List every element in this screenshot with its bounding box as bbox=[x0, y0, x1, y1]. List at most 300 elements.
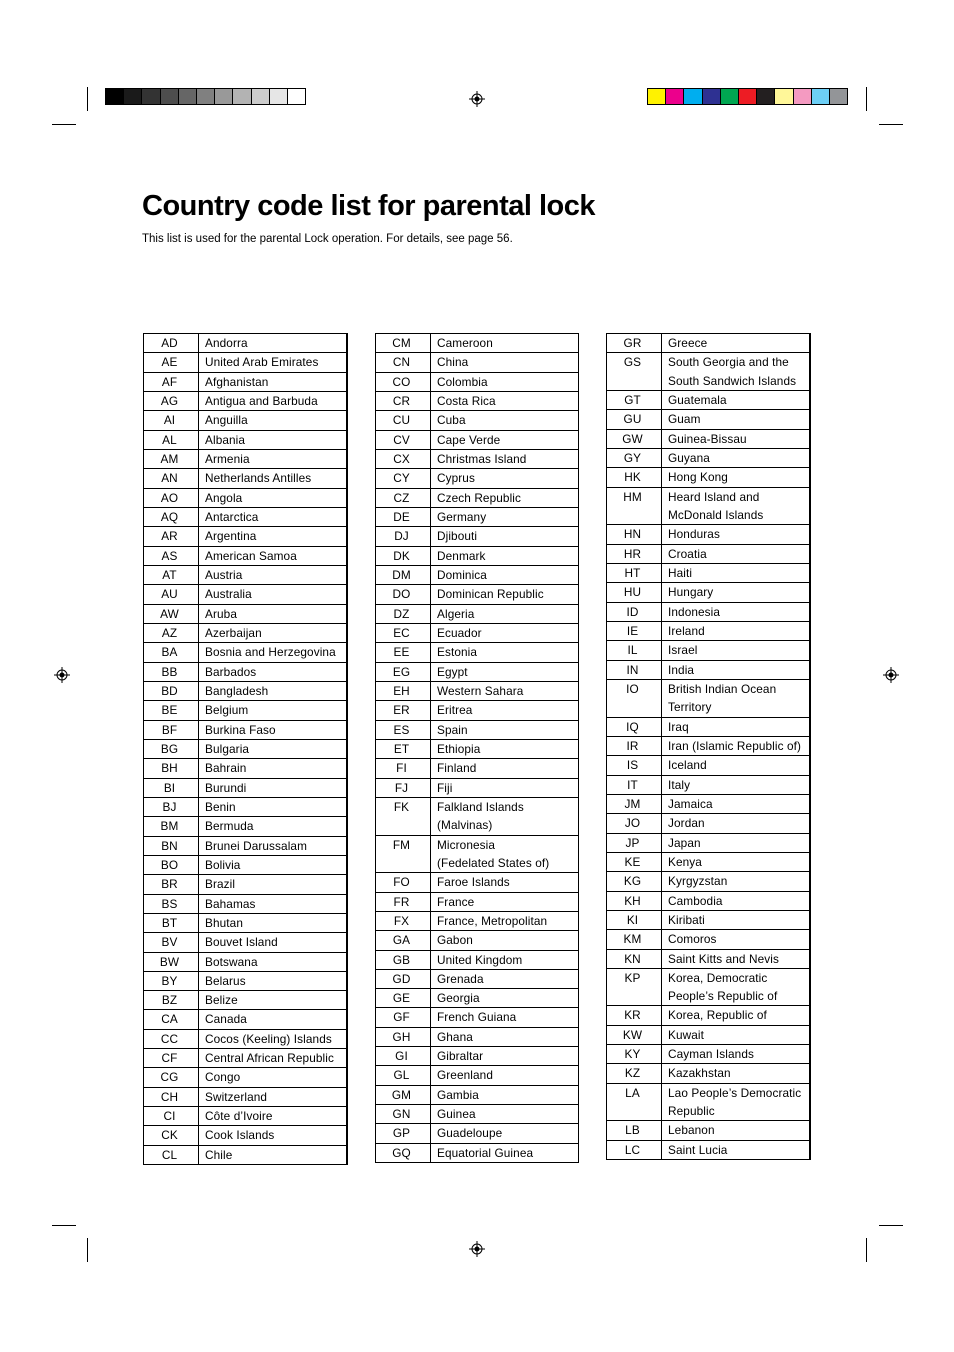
country-code: BO bbox=[144, 855, 199, 874]
table-row bbox=[607, 756, 811, 775]
table-row bbox=[376, 662, 579, 681]
country-name bbox=[199, 372, 348, 391]
country-name-line: Korea, Democratic bbox=[668, 970, 768, 985]
country-name-line: Austria bbox=[205, 567, 243, 582]
country-code: DK bbox=[376, 546, 431, 565]
country-code: BW bbox=[144, 952, 199, 971]
table-row bbox=[144, 372, 348, 391]
country-name bbox=[431, 950, 579, 969]
country-name-line: Belize bbox=[205, 993, 238, 1008]
country-code: KG bbox=[607, 872, 662, 891]
country-name bbox=[199, 1126, 348, 1145]
country-code: GN bbox=[376, 1105, 431, 1124]
country-name bbox=[431, 1047, 579, 1066]
country-code: IE bbox=[607, 621, 662, 640]
country-name-line: McDonald Islands bbox=[668, 507, 764, 522]
country-name bbox=[662, 390, 811, 409]
country-name bbox=[431, 681, 579, 700]
table-row bbox=[376, 701, 579, 720]
country-code: HM bbox=[607, 487, 662, 525]
country-name-line: Antigua and Barbuda bbox=[205, 393, 318, 408]
country-name bbox=[199, 662, 348, 681]
country-name-line: Faroe Islands bbox=[437, 875, 510, 890]
table-row bbox=[144, 662, 348, 681]
country-code: BT bbox=[144, 913, 199, 932]
country-code: GB bbox=[376, 950, 431, 969]
country-name bbox=[431, 565, 579, 584]
table-row bbox=[144, 720, 348, 739]
country-name-line: Anguilla bbox=[205, 413, 248, 428]
table-row bbox=[144, 391, 348, 410]
country-name-line: Benin bbox=[205, 799, 236, 814]
country-name bbox=[199, 681, 348, 700]
color-swatch bbox=[793, 88, 811, 105]
country-name bbox=[662, 583, 811, 602]
country-name bbox=[662, 410, 811, 429]
country-name bbox=[199, 565, 348, 584]
country-name bbox=[431, 969, 579, 988]
table-row bbox=[376, 546, 579, 565]
country-name-line: Gambia bbox=[437, 1087, 479, 1102]
country-name bbox=[431, 739, 579, 758]
table-row bbox=[376, 1027, 579, 1046]
country-code: KP bbox=[607, 968, 662, 1006]
country-code: AZ bbox=[144, 623, 199, 642]
table-row bbox=[144, 1126, 348, 1145]
country-name-line: Andorra bbox=[205, 336, 248, 350]
country-name-line: Eritrea bbox=[437, 703, 473, 718]
country-code: BI bbox=[144, 778, 199, 797]
table-row bbox=[144, 933, 348, 952]
country-name-line: Afghanistan bbox=[205, 374, 269, 389]
country-name bbox=[431, 430, 579, 449]
table-row bbox=[376, 488, 579, 507]
country-name bbox=[431, 720, 579, 739]
country-name bbox=[431, 391, 579, 410]
country-code: CV bbox=[376, 430, 431, 449]
country-code: BY bbox=[144, 971, 199, 990]
country-name-line: Jamaica bbox=[668, 796, 713, 811]
country-name bbox=[662, 544, 811, 563]
page-title: Country code list for parental lock bbox=[142, 190, 596, 222]
country-name bbox=[431, 643, 579, 662]
country-name-line: Guadeloupe bbox=[437, 1126, 503, 1141]
country-code: AO bbox=[144, 488, 199, 507]
country-name-line: French Guiana bbox=[437, 1010, 517, 1025]
country-code: BH bbox=[144, 759, 199, 778]
color-swatch bbox=[829, 88, 848, 105]
country-code: KI bbox=[607, 910, 662, 929]
table-row bbox=[144, 836, 348, 855]
country-name bbox=[199, 1010, 348, 1029]
country-name bbox=[431, 469, 579, 488]
country-code: CR bbox=[376, 391, 431, 410]
table-row bbox=[607, 814, 811, 833]
country-name-line: Falkland Islands bbox=[437, 799, 524, 814]
country-code: ET bbox=[376, 739, 431, 758]
table-row bbox=[144, 797, 348, 816]
country-name-line: Dominican Republic bbox=[437, 587, 544, 602]
country-name bbox=[199, 585, 348, 604]
table-row bbox=[376, 527, 579, 546]
country-code: AS bbox=[144, 546, 199, 565]
country-code: KM bbox=[607, 930, 662, 949]
country-code: AW bbox=[144, 604, 199, 623]
country-name bbox=[199, 875, 348, 894]
country-name bbox=[431, 507, 579, 526]
country-name-line: Antarctica bbox=[205, 509, 259, 524]
country-name-line: Dominica bbox=[437, 567, 487, 582]
color-swatch bbox=[196, 88, 214, 105]
country-name-line: Australia bbox=[205, 587, 252, 602]
country-code: HR bbox=[607, 544, 662, 563]
country-code: BM bbox=[144, 817, 199, 836]
country-name-line: Ethiopia bbox=[437, 741, 481, 756]
table-row bbox=[607, 910, 811, 929]
country-name bbox=[199, 817, 348, 836]
country-code: AI bbox=[144, 411, 199, 430]
country-name-line: Western Sahara bbox=[437, 683, 524, 698]
table-row bbox=[376, 469, 579, 488]
country-name-line: Bouvet Island bbox=[205, 935, 278, 950]
country-name bbox=[199, 449, 348, 468]
country-name-line: Kiribati bbox=[668, 912, 705, 927]
country-name bbox=[199, 855, 348, 874]
country-name bbox=[662, 563, 811, 582]
country-name-line: British Indian Ocean bbox=[668, 681, 777, 696]
country-name-line: Greenland bbox=[437, 1068, 493, 1083]
country-code: AD bbox=[144, 334, 199, 353]
country-name-line: South Georgia and the bbox=[668, 355, 789, 370]
table-row bbox=[144, 353, 348, 372]
country-name-line: Aruba bbox=[205, 606, 237, 621]
country-code: EE bbox=[376, 643, 431, 662]
table-row bbox=[376, 681, 579, 700]
table-row bbox=[607, 1045, 811, 1064]
country-name bbox=[662, 641, 811, 660]
country-name-line: Central African Republic bbox=[205, 1051, 334, 1066]
country-name bbox=[662, 1064, 811, 1083]
table-row bbox=[607, 390, 811, 409]
country-name bbox=[199, 797, 348, 816]
table-row bbox=[376, 759, 579, 778]
country-code: DE bbox=[376, 507, 431, 526]
color-swatch bbox=[683, 88, 701, 105]
country-name-line: Botswana bbox=[205, 954, 258, 969]
country-name bbox=[431, 1066, 579, 1085]
country-name-line: Comoros bbox=[668, 932, 717, 947]
country-code: AE bbox=[144, 353, 199, 372]
table-row bbox=[607, 852, 811, 871]
country-name-line: Bangladesh bbox=[205, 683, 269, 698]
country-name-line: Guam bbox=[668, 412, 701, 427]
country-code: CY bbox=[376, 469, 431, 488]
country-name bbox=[662, 949, 811, 968]
color-swatch bbox=[720, 88, 738, 105]
country-code: BA bbox=[144, 643, 199, 662]
country-name bbox=[431, 411, 579, 430]
country-name bbox=[431, 797, 579, 835]
country-code: ID bbox=[607, 602, 662, 621]
table-row bbox=[607, 1064, 811, 1083]
country-name bbox=[199, 836, 348, 855]
country-name-line: India bbox=[668, 662, 695, 677]
country-name bbox=[199, 430, 348, 449]
country-name-line: Guyana bbox=[668, 450, 710, 465]
color-swatch bbox=[665, 88, 683, 105]
table-row bbox=[607, 334, 811, 353]
country-code: AQ bbox=[144, 507, 199, 526]
table-row bbox=[376, 585, 579, 604]
table-row bbox=[376, 797, 579, 835]
table-row bbox=[376, 1143, 579, 1162]
country-code: BN bbox=[144, 836, 199, 855]
table-row bbox=[144, 449, 348, 468]
country-name-line: Cambodia bbox=[668, 893, 723, 908]
country-code: FM bbox=[376, 835, 431, 873]
country-name-line: (Malvinas) bbox=[437, 818, 493, 833]
country-name-line: Gabon bbox=[437, 933, 473, 948]
country-name-line: United Arab Emirates bbox=[205, 355, 319, 370]
country-code: BR bbox=[144, 875, 199, 894]
country-name-line: United Kingdom bbox=[437, 952, 523, 967]
table-row bbox=[376, 334, 579, 353]
country-name-line: Ecuador bbox=[437, 625, 482, 640]
country-name-line: Finland bbox=[437, 761, 477, 776]
country-code: GR bbox=[607, 334, 662, 353]
table-row bbox=[144, 604, 348, 623]
country-name-line: Honduras bbox=[668, 527, 720, 542]
table-row bbox=[376, 604, 579, 623]
country-name-line: Saint Lucia bbox=[668, 1142, 728, 1157]
country-code: AF bbox=[144, 372, 199, 391]
country-code: GD bbox=[376, 969, 431, 988]
country-name bbox=[431, 892, 579, 911]
country-code-table-1 bbox=[143, 333, 348, 1165]
table-row bbox=[144, 546, 348, 565]
country-name bbox=[431, 1105, 579, 1124]
country-code: IO bbox=[607, 679, 662, 717]
country-name bbox=[662, 429, 811, 448]
country-code: GI bbox=[376, 1047, 431, 1066]
country-code: KR bbox=[607, 1006, 662, 1025]
country-code: FX bbox=[376, 911, 431, 930]
country-name-line: Bosnia and Herzegovina bbox=[205, 645, 336, 660]
country-name-line: Georgia bbox=[437, 991, 480, 1006]
table-row bbox=[144, 681, 348, 700]
country-name bbox=[662, 794, 811, 813]
country-code: CH bbox=[144, 1087, 199, 1106]
table-row bbox=[376, 430, 579, 449]
table-row bbox=[607, 1025, 811, 1044]
country-name-line: South Sandwich Islands bbox=[668, 373, 797, 388]
country-name bbox=[431, 1027, 579, 1046]
country-code: HT bbox=[607, 563, 662, 582]
country-name bbox=[431, 989, 579, 1008]
table-row bbox=[144, 469, 348, 488]
country-name bbox=[662, 891, 811, 910]
country-code: CK bbox=[144, 1126, 199, 1145]
country-name bbox=[199, 933, 348, 952]
country-code: KN bbox=[607, 949, 662, 968]
table-row bbox=[376, 449, 579, 468]
country-name-line: Ghana bbox=[437, 1029, 473, 1044]
country-name bbox=[662, 814, 811, 833]
table-row bbox=[144, 913, 348, 932]
country-name-line: Côte d’Ivoire bbox=[205, 1109, 273, 1124]
table-row bbox=[376, 1124, 579, 1143]
country-name bbox=[431, 759, 579, 778]
country-name-line: Bolivia bbox=[205, 857, 241, 872]
table-row bbox=[144, 623, 348, 642]
country-code: IR bbox=[607, 736, 662, 755]
color-swatch bbox=[141, 88, 159, 105]
country-name-line: France, Metropolitan bbox=[437, 913, 548, 928]
table-row bbox=[144, 875, 348, 894]
country-name-line: Italy bbox=[668, 777, 691, 792]
crop-mark bbox=[52, 1225, 76, 1226]
country-code: GA bbox=[376, 931, 431, 950]
table-row bbox=[607, 949, 811, 968]
country-name bbox=[662, 775, 811, 794]
table-row bbox=[144, 527, 348, 546]
country-name-line: Belarus bbox=[205, 973, 246, 988]
country-name-line: Lao People’s Democratic bbox=[668, 1085, 802, 1100]
table-row bbox=[376, 565, 579, 584]
country-code: FJ bbox=[376, 778, 431, 797]
table-row bbox=[607, 429, 811, 448]
table-row bbox=[144, 411, 348, 430]
country-name bbox=[199, 1145, 348, 1164]
country-code: LB bbox=[607, 1121, 662, 1140]
crop-mark bbox=[879, 124, 903, 125]
country-code: AM bbox=[144, 449, 199, 468]
table-row bbox=[607, 872, 811, 891]
color-swatch bbox=[160, 88, 178, 105]
country-name-line: Christmas Island bbox=[437, 451, 527, 466]
country-name-line: Spain bbox=[437, 722, 468, 737]
table-row bbox=[376, 950, 579, 969]
country-name-line: Equatorial Guinea bbox=[437, 1145, 534, 1160]
table-row bbox=[144, 565, 348, 584]
country-name bbox=[199, 991, 348, 1010]
country-name bbox=[431, 835, 579, 873]
country-name bbox=[199, 469, 348, 488]
country-code: BD bbox=[144, 681, 199, 700]
table-row bbox=[607, 602, 811, 621]
country-name-line: Burundi bbox=[205, 780, 247, 795]
country-name bbox=[431, 662, 579, 681]
table-row bbox=[376, 739, 579, 758]
country-name-line: Denmark bbox=[437, 548, 486, 563]
country-name-line: Colombia bbox=[437, 374, 488, 389]
country-name-line: Angola bbox=[205, 490, 243, 505]
country-name-line: Heard Island and bbox=[668, 489, 760, 504]
country-name bbox=[199, 759, 348, 778]
country-name-line: Grenada bbox=[437, 971, 484, 986]
country-name bbox=[199, 643, 348, 662]
country-name-line: Cocos (Keeling) Islands bbox=[205, 1031, 332, 1046]
country-name-line: Kenya bbox=[668, 854, 702, 869]
table-row bbox=[607, 660, 811, 679]
country-code: LC bbox=[607, 1140, 662, 1159]
table-row bbox=[607, 621, 811, 640]
country-name-line: Korea, Republic of bbox=[668, 1008, 767, 1023]
country-code: CG bbox=[144, 1068, 199, 1087]
country-code: GE bbox=[376, 989, 431, 1008]
table-row bbox=[376, 1066, 579, 1085]
country-code: KY bbox=[607, 1045, 662, 1064]
country-name-line: American Samoa bbox=[205, 548, 297, 563]
country-name bbox=[662, 1006, 811, 1025]
country-name bbox=[199, 623, 348, 642]
table-row bbox=[144, 430, 348, 449]
country-code: AT bbox=[144, 565, 199, 584]
country-name-line: Congo bbox=[205, 1070, 241, 1085]
country-code: DJ bbox=[376, 527, 431, 546]
table-row bbox=[144, 855, 348, 874]
table-row bbox=[607, 968, 811, 1006]
country-name bbox=[662, 448, 811, 467]
country-code: BF bbox=[144, 720, 199, 739]
crop-mark bbox=[866, 1238, 867, 1262]
table-row bbox=[607, 736, 811, 755]
table-row bbox=[144, 817, 348, 836]
country-name bbox=[431, 873, 579, 892]
table-row bbox=[144, 778, 348, 797]
country-name-line: Brazil bbox=[205, 877, 236, 892]
country-name bbox=[662, 930, 811, 949]
country-name bbox=[662, 487, 811, 525]
country-name-line: Bahamas bbox=[205, 896, 256, 911]
country-name-line: Guinea-Bissau bbox=[668, 431, 747, 446]
country-code-table-2 bbox=[375, 333, 579, 1163]
gray-calibration-bar bbox=[105, 88, 306, 105]
country-name bbox=[431, 778, 579, 797]
table-row bbox=[607, 410, 811, 429]
country-name bbox=[199, 546, 348, 565]
table-row bbox=[144, 971, 348, 990]
country-code: EC bbox=[376, 623, 431, 642]
country-name bbox=[199, 411, 348, 430]
country-code: DM bbox=[376, 565, 431, 584]
color-swatch bbox=[774, 88, 792, 105]
country-name bbox=[431, 449, 579, 468]
country-name-line: Germany bbox=[437, 509, 487, 524]
country-name bbox=[199, 353, 348, 372]
table-row bbox=[607, 544, 811, 563]
country-name-line: Costa Rica bbox=[437, 393, 496, 408]
table-row bbox=[607, 930, 811, 949]
table-row bbox=[376, 623, 579, 642]
country-name-line: Cook Islands bbox=[205, 1128, 275, 1143]
country-name-line: Ireland bbox=[668, 623, 705, 638]
country-code: KW bbox=[607, 1025, 662, 1044]
country-name-line: Gibraltar bbox=[437, 1049, 484, 1064]
country-name bbox=[431, 1124, 579, 1143]
country-name-line: China bbox=[437, 355, 469, 370]
country-name bbox=[199, 391, 348, 410]
table-row bbox=[144, 1010, 348, 1029]
table-row bbox=[607, 775, 811, 794]
country-name-line: Barbados bbox=[205, 664, 257, 679]
table-row bbox=[607, 717, 811, 736]
country-code: BJ bbox=[144, 797, 199, 816]
country-name bbox=[662, 852, 811, 871]
table-row bbox=[376, 969, 579, 988]
color-swatch bbox=[702, 88, 720, 105]
country-code: CU bbox=[376, 411, 431, 430]
